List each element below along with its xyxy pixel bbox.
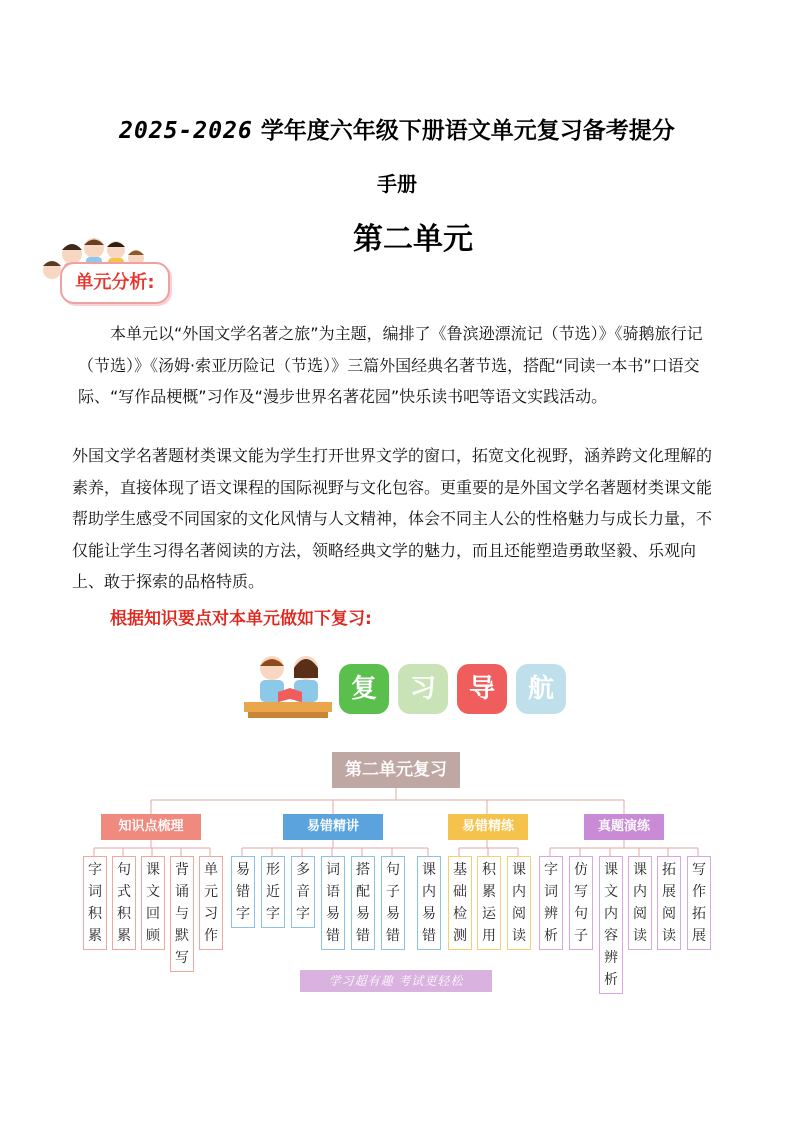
document-title-line2: 手册 [377,172,417,196]
leaf-real-exam-3: 课 文 内 容 辨 析 [599,856,623,994]
leaf-error-explain-3: 多 音 字 [291,856,315,928]
leaf-error-practice-2: 积 累 运 用 [477,856,501,950]
leaf-error-practice-1: 基 础 检 测 [448,856,472,950]
leaf-error-explain-1: 易 错 字 [231,856,255,928]
leaf-real-exam-5: 拓 展 阅 读 [657,856,681,950]
leaf-error-explain-2: 形 近 字 [261,856,285,928]
leaf-real-exam-1: 字 词 辨 析 [539,856,563,950]
category-real-exam: 真题演练 [584,814,664,840]
title-text: 学年度六年级下册语文单元复习备考提分 [252,118,675,144]
category-error-explain: 易错精讲 [283,814,383,840]
leaf-error-explain-4: 词 语 易 错 [321,856,345,950]
leaf-knowledge-4: 背 诵 与 默 写 [170,856,194,972]
leaf-real-exam-4: 课 内 阅 读 [628,856,652,950]
review-heading: 根据知识要点对本单元做如下复习: [110,609,372,629]
leaf-error-explain-5: 搭 配 易 错 [351,856,375,950]
review-nav-char-3: 导 [457,664,507,714]
leaf-knowledge-2: 句 式 积 累 [112,856,136,950]
leaf-knowledge-3: 课 文 回 顾 [141,856,165,950]
review-nav-char-1: 复 [339,664,389,714]
unit-analysis-label: 单元分析: [75,272,155,293]
leaf-error-explain-6: 句 子 易 错 [381,856,405,950]
leaf-error-explain-7: 课 内 易 错 [417,856,441,950]
unit-title: 第二单元 [353,222,473,257]
category-knowledge: 知识点梳理 [101,814,201,840]
title-year: 2025-2026 [119,118,253,144]
analysis-paragraph-2: 外国文学名著题材类课文能为学生打开世界文学的窗口，拓宽文化视野，涵养跨文化理解的素养，直接体现了语文课程的国际视野与文化包容。更重要的是外国文学名著题材类课文能帮助学生感受不同国家的文化风情与人文精神，体会不同主人公的性格魅力与成长力量，不仅能让学生习得名著阅读的方法，领略经典文学的魅力，而且还能塑造勇敢坚毅、乐观向上、敢于探索的品格特质。 [72,446,713,591]
review-nav-char-4: 航 [516,664,566,714]
leaf-knowledge-5: 单 元 习 作 [199,856,223,950]
leaf-knowledge-1: 字 词 积 累 [83,856,107,950]
leaf-real-exam-2: 仿 写 句 子 [569,856,593,950]
analysis-paragraph-1: 本单元以“外国文学名著之旅”为主题，编排了《鲁滨逊漂流记（节选）》《骑鹅旅行记（节选）》《汤姆·索亚历险记（节选）》三篇外国经典名著节选，搭配“同读一本书”口语交际、“写作品梗概”习作及“漫步世界名著花园”快乐读书吧等语文实践活动。 [78,324,703,406]
leaf-real-exam-6: 写 作 拓 展 [687,856,711,950]
mindmap-root: 第二单元复习 [332,752,460,788]
review-nav-char-2: 习 [398,664,448,714]
leaf-error-practice-3: 课 内 阅 读 [507,856,531,950]
slogan-banner: 学习超有趣 考试更轻松 [300,970,492,992]
category-error-practice: 易错精练 [448,814,528,840]
